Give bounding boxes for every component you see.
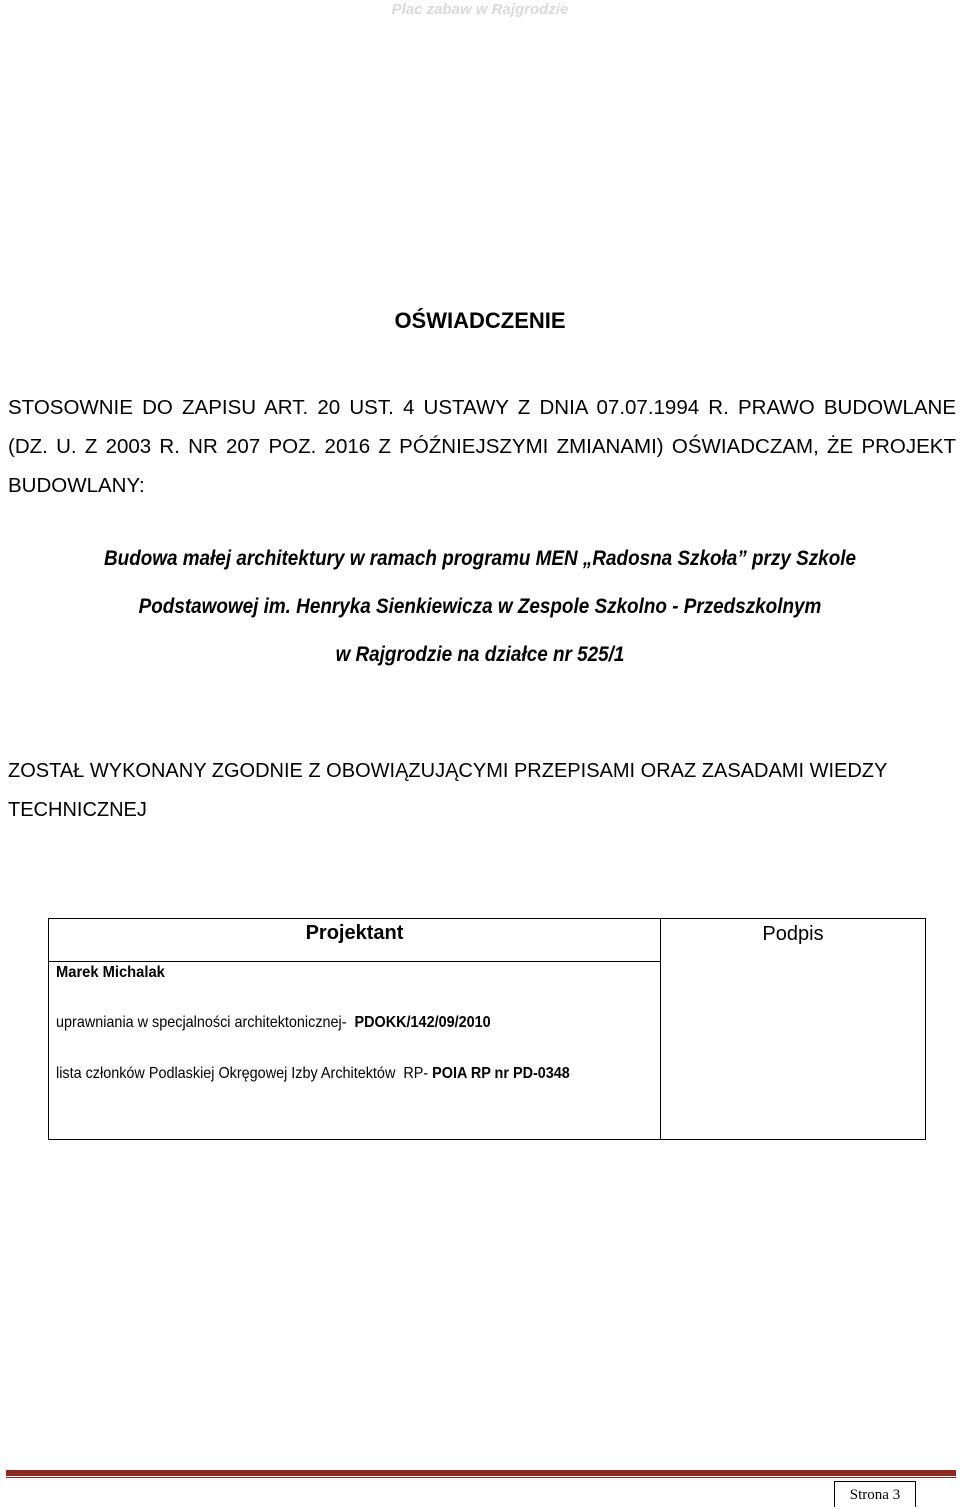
project-description [48, 535, 912, 679]
project-line-1: Budowa małej architektury w ramach programu MEN „Radosna Szkoła” przy Szkole [103, 547, 857, 570]
project-line-2: Podstawowej im. Henryka Sienkiewicza w Zespole Szkolno - Przedszkolnym [138, 595, 822, 618]
signature-header: Podpis [762, 923, 824, 945]
table-divider-horizontal [49, 961, 661, 962]
membership-prefix: lista członków Podlaskiej Okręgowej Izby Architektów RP- [56, 1065, 433, 1082]
page-number: Strona 3 [834, 1481, 916, 1507]
document-title: OŚWIADCZENIE [394, 308, 566, 333]
intro-paragraph: STOSOWNIE DO ZAPISU ART. 20 UST. 4 USTAWY Z DNIA 07.07.1994 R. PRAWO BUDOWLANE (DZ. U. Z 2003 R. NR 207 POZ. 2016 Z PÓŹNIEJSZYMI ZMIANAMI) OŚWIADCZAM, ŻE PROJEKT BUDOWLANY: [8, 396, 956, 497]
table-divider-vertical [660, 919, 661, 1139]
conclusion-paragraph: ZOSTAŁ WYKONANY ZGODNIE Z OBOWIĄZUJĄCYMI PRZEPISAMI ORAZ ZASADAMI WIEDZY TECHNICZNEJ [8, 760, 887, 821]
designer-header: Projektant [305, 922, 404, 944]
project-line-3: w Rajgrodzie na działce nr 525/1 [335, 643, 625, 666]
license-number: PDOKK/142/09/2010 [354, 1014, 491, 1031]
footer-rule-thin [6, 1477, 956, 1478]
running-header: Plac zabaw w Rajgrodzie [391, 1, 569, 18]
membership-number: POIA RP nr PD-0348 [432, 1065, 570, 1082]
membership-line [56, 1065, 570, 1083]
footer-rule [6, 1470, 956, 1476]
designer-name: Marek Michalak [56, 964, 165, 981]
license-line [56, 1014, 491, 1032]
license-prefix: uprawniania w specjalności architektonicznej- [56, 1014, 355, 1031]
signature-table [48, 918, 926, 1140]
